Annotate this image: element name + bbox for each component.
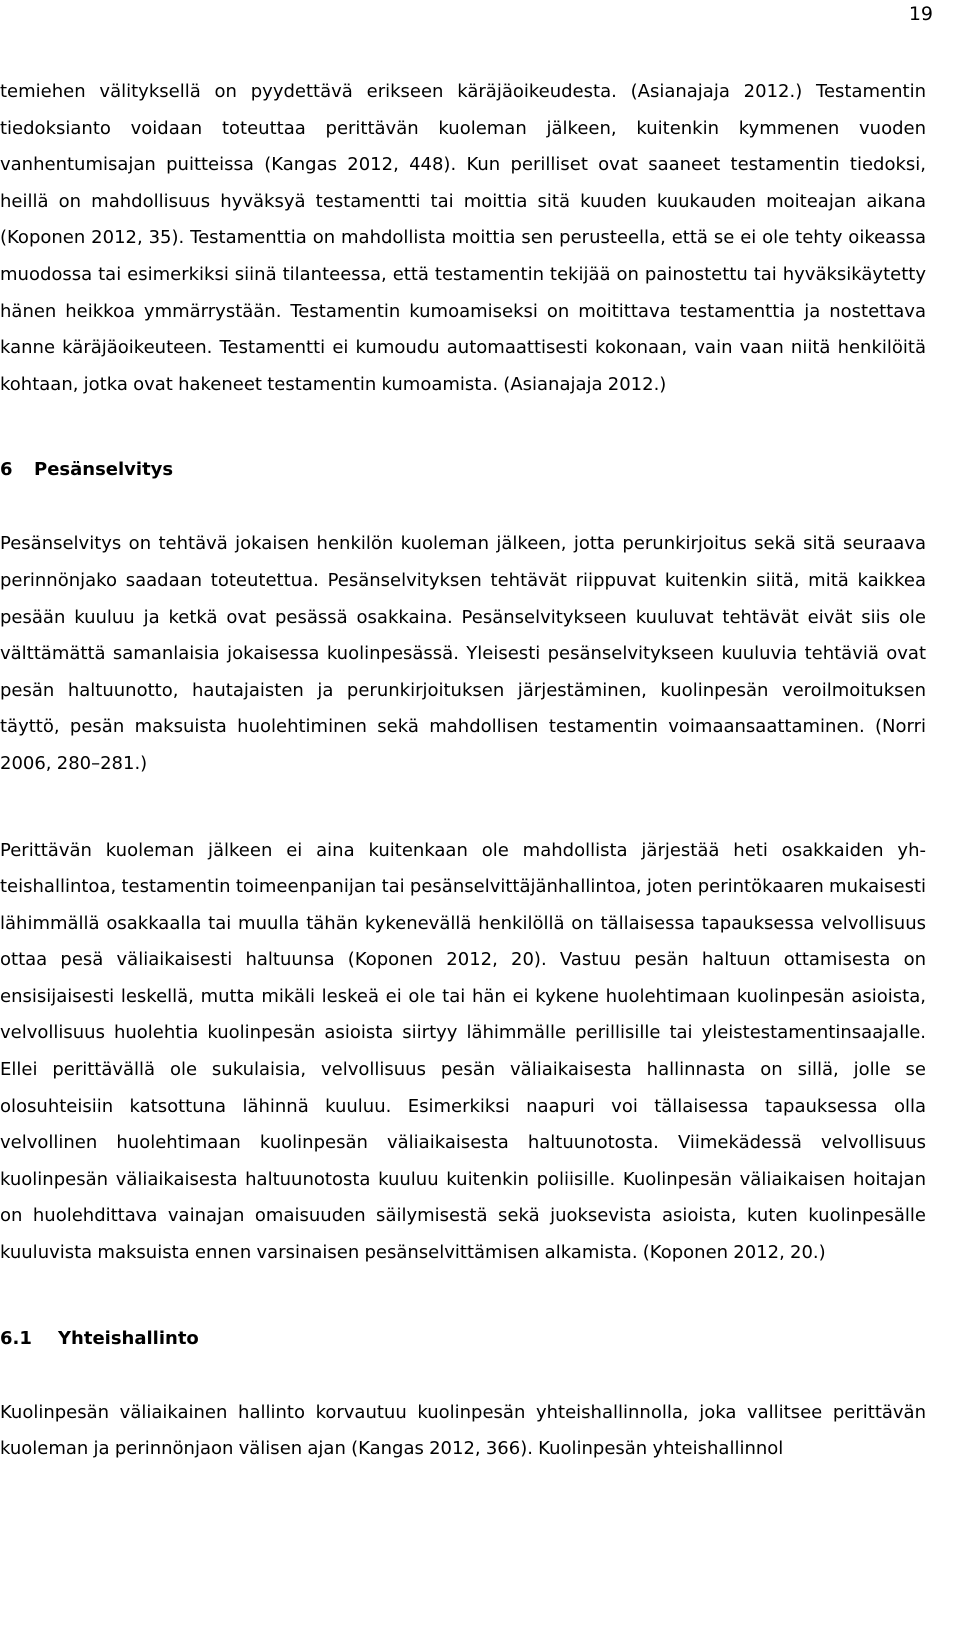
spacer: [0, 1272, 926, 1321]
spacer: [0, 488, 926, 526]
paragraph-estate-settlement: Pesänselvitys on tehtävä jokaisen henkilön kuoleman jälkeen, jotta perunkirjoitus sekä sitä seuraava perinnönjako saadaan toteutettua. Pesänselvityksen tehtävät riippuvat kuitenkin siitä, mitä kaikkea pesään kuuluu ja ketkä ovat pesässä osakkaina. Pesänselvitykseen kuuluvat tehtävät eivät siis ole välttämättä samanlaisia jokaisessa kuolinpesässä. Yleisesti pesänselvitykseen kuuluvia tehtäviä ovat pesän haltuunotto, hautajaisten ja perunkirjoituksen järjestäminen, kuolinpesän veroilmoituksen täyttö, pesän maksuista huolehtiminen sekä mahdollisen testamentin voimaansaattaminen. (Norri 2006, 280–281.): [0, 533, 926, 774]
section-title: Yhteishallinto: [58, 1327, 199, 1349]
section-title: Pesänselvitys: [34, 459, 174, 481]
page-number: 19: [908, 3, 933, 25]
document-body: [0, 74, 926, 1468]
section-heading-6-1: [0, 1321, 926, 1357]
paragraph-testament-challenge: temiehen välityksellä on pyydettävä erikseen käräjäoikeudesta. (Asianajaja 2012.) Testamentin tiedoksianto voidaan toteuttaa perittävän kuoleman jälkeen, kuitenkin kymmenen vuoden vanhentumisajan puitteissa (Kangas 2012, 448). Kun perilliset ovat saaneet testamentin tiedoksi, heillä on mahdollisuus hyväksyä testamentti tai moittia sitä kuuden kuukauden moiteajan aikana (Koponen 2012, 35). Testamenttia on mahdollista moittia sen perusteella, että se ei ole tehty oikeassa muodossa tai esimerkiksi siinä tilanteessa, että testamentin tekijää on painostettu tai hyväksikäytetty hänen heikkoa ymmärrystään. Testamentin kumoamiseksi on moitittava testamenttia ja nostettava kanne käräjäoikeuteen. Testamentti ei kumoudu automaattisesti kokonaan, vain vaan niitä henkilöitä kohtaan, jotka ovat hakeneet testamentin kumoamista. (Asianajaja 2012.): [0, 81, 926, 395]
section-number: 6.1: [0, 1327, 32, 1349]
spacer: [0, 1357, 926, 1395]
spacer: [0, 403, 926, 452]
section-heading-6: [0, 452, 926, 488]
spacer: [0, 783, 926, 833]
section-number: 6: [0, 459, 13, 481]
paragraph-temporary-administration: Perittävän kuoleman jälkeen ei aina kuitenkaan ole mahdollista järjestää heti osakkaiden yhteishallintoa, testamentin toimeenpanijan tai pesänselvittäjänhallintoa, joten perintökaaren mukaisesti lähimmällä osakkaalla tai muulla tähän kykenevällä henkilöllä on tällaisessa tapauksessa velvollisuus ottaa pesä väliaikaisesti haltuunsa (Koponen 2012, 20). Vastuu pesän haltuun ottamisesta on ensisijaisesti leskellä, mutta mikäli leskeä ei ole tai hän ei kykene huolehtimaan kuolinpesän asioista, velvollisuus huolehtia kuolinpesän asioista siirtyy lähimmälle perillisille tai yleistestamentinsaajalle. Ellei perittävällä ole sukulaisia, velvollisuus pesän väliaikaisesta hallinnasta on sillä, jolle se olosuhteisiin katsottuna lähinnä kuuluu. Esimerkiksi naapuri voi tällaisessa tapauksessa olla velvollinen huolehtimaan kuolinpesän väliaikaisesta haltuunotosta. Viimekädessä velvollisuus kuolinpesän väliaikaisesta haltuunotosta kuuluu kuitenkin poliisille. Kuolinpesän väliaikaisen hoitajan on huolehdittava vainajan omaisuuden säilymisestä sekä juoksevista asioista, kuten kuolinpesälle kuuluvista maksuista ennen varsinaisen pesänselvittämisen alkamista. (Koponen 2012, 20.): [0, 839, 926, 1264]
paragraph-joint-administration: Kuolinpesän väliaikainen hallinto korvautuu kuolinpesän yhteishallinnolla, joka vallitsee perittävän kuoleman ja perinnönjaon välisen ajan (Kangas 2012, 366). Kuolinpesän yhteishallinnol: [0, 1401, 926, 1460]
